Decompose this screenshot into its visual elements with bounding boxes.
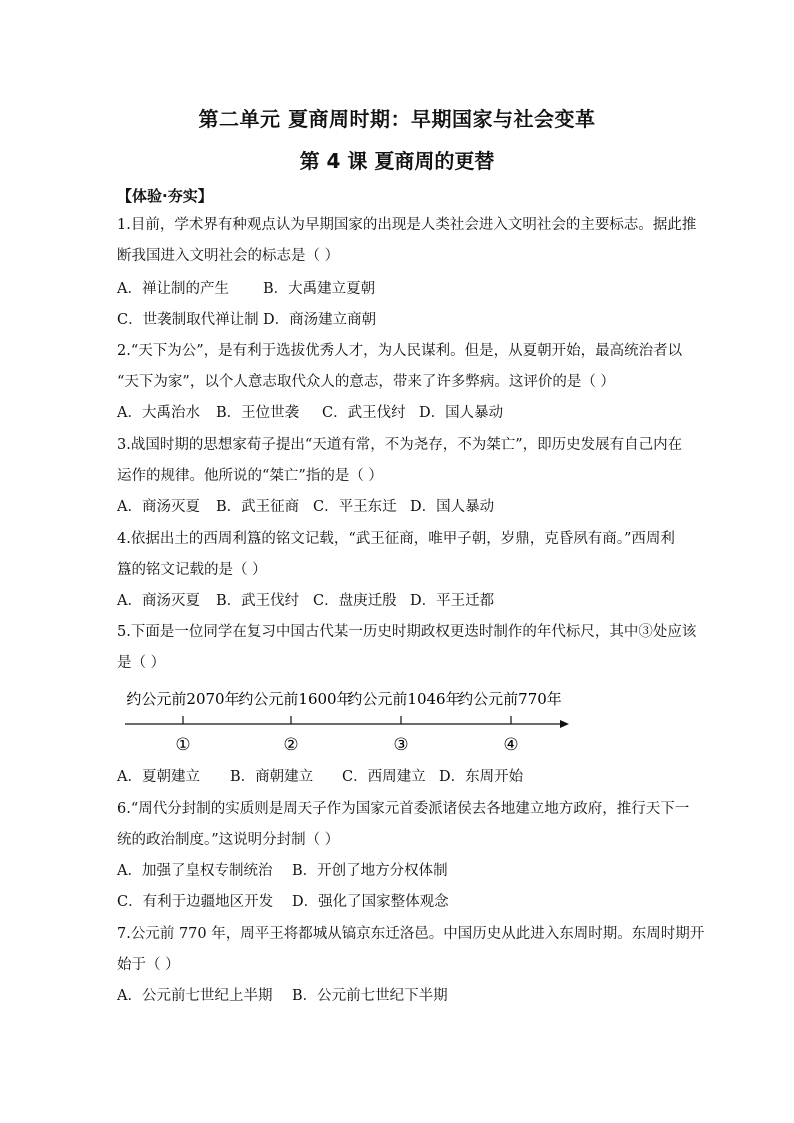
q3-line-1: 3.战国时期的思想家荀子提出“天道有常，不为尧存，不为桀亡”，即历史发展有自己内在 (117, 437, 683, 453)
q1-option-a: A．禅让制的产生 (117, 281, 229, 297)
timeline-date-2: 约公元前1600年 (238, 690, 352, 708)
q5-line-2: 是（ ） (117, 655, 166, 671)
q2-option-a: A．大禹治水 (117, 405, 200, 421)
q4-line-1: 4.依据出土的西周利簋的铭文记载，“武王征商，唯甲子朝，岁鼎，克昏夙有商。”西周利 (117, 531, 675, 547)
q6-option-a: A．加强了皇权专制统治 (117, 863, 273, 879)
q1-option-c: C．世袭制取代禅让制 (117, 312, 259, 328)
q3-option-a: A．商汤灭夏 (117, 499, 200, 515)
timeline-marker-4: ④ (503, 735, 519, 755)
q6-line-2: 统的政治制度。”这说明分封制（ ） (117, 832, 340, 848)
q2-option-d: D．国人暴动 (419, 405, 504, 421)
q2-option-c: C．武王伐纣 (322, 405, 406, 421)
timeline-marker-1: ① (175, 735, 191, 755)
q3-option-d: D．国人暴动 (410, 499, 495, 515)
q3-option-b: B．武王征商 (216, 499, 300, 515)
q7-option-a: A．公元前七世纪上半期 (117, 988, 273, 1004)
q7-line-1: 7.公元前 770 年，周平王将都城从镐京东迁洛邑。中国历史从此进入东周时期。东周时期开 (117, 926, 705, 942)
q2-line-1: 2.“天下为公”，是有利于选拔优秀人才，为人民谋利。但是，从夏朝开始，最高统治者以 (117, 343, 683, 359)
q4-option-c: C．盘庚迁殷 (313, 593, 397, 609)
timeline-date-4: 约公元前770年 (458, 690, 562, 708)
q2-line-2: “天下为家”，以个人意志取代众人的意志，带来了许多弊病。这评价的是（ ） (117, 374, 615, 390)
q7-option-b: B．公元前七世纪下半期 (292, 988, 448, 1004)
q4-option-b: B．武王伐纣 (216, 593, 300, 609)
timeline-marker-3: ③ (393, 735, 409, 755)
q5-option-c: C．西周建立 (342, 769, 426, 785)
timeline-arrow (560, 720, 569, 728)
q4-option-a: A．商汤灭夏 (117, 593, 200, 609)
q5-option-d: D．东周开始 (439, 769, 524, 785)
q7-line-2: 始于（ ） (117, 957, 180, 973)
q1-line-2: 断我国进入文明社会的标志是（ ） (117, 248, 340, 264)
q1-option-b: B．大禹建立夏朝 (263, 281, 376, 297)
q4-line-2: 簋的铭文记载的是（ ） (117, 562, 267, 578)
q3-line-2: 运作的规律。他所说的“桀亡”指的是（ ） (117, 468, 383, 484)
q5-line-1: 5.下面是一位同学在复习中国古代某一历史时期政权更迭时制作的年代标尺，其中③处应该 (117, 624, 697, 640)
q1-option-d: D．商汤建立商朝 (263, 312, 377, 328)
q2-option-b: B．王位世袭 (216, 405, 300, 421)
timeline-date-1: 约公元前2070年 (126, 690, 240, 708)
q3-option-c: C．平王东迁 (313, 499, 397, 515)
q6-option-d: D．强化了国家整体观念 (292, 894, 449, 910)
lesson-title: 第 4 课 夏商周的更替 (299, 149, 495, 173)
timeline-figure (117, 683, 577, 763)
q6-line-1: 6.“周代分封制的实质则是周天子作为国家元首委派诸侯去各地建立地方政府，推行天下一 (117, 801, 690, 817)
q5-option-b: B．商朝建立 (230, 769, 314, 785)
q6-option-c: C．有利于边疆地区开发 (117, 894, 274, 910)
timeline-date-3: 约公元前1046年 (347, 690, 461, 708)
q4-option-d: D．平王迁都 (410, 593, 495, 609)
q5-option-a: A．夏朝建立 (117, 769, 200, 785)
q1-line-1: 1.目前，学术界有种观点认为早期国家的出现是人类社会进入文明社会的主要标志。据此推 (117, 217, 697, 233)
unit-title: 第二单元 夏商周时期：早期国家与社会变革 (198, 107, 596, 131)
q6-option-b: B．开创了地方分权体制 (292, 863, 448, 879)
section-heading: 【体验·夯实】 (117, 187, 213, 205)
timeline-marker-2: ② (283, 735, 299, 755)
